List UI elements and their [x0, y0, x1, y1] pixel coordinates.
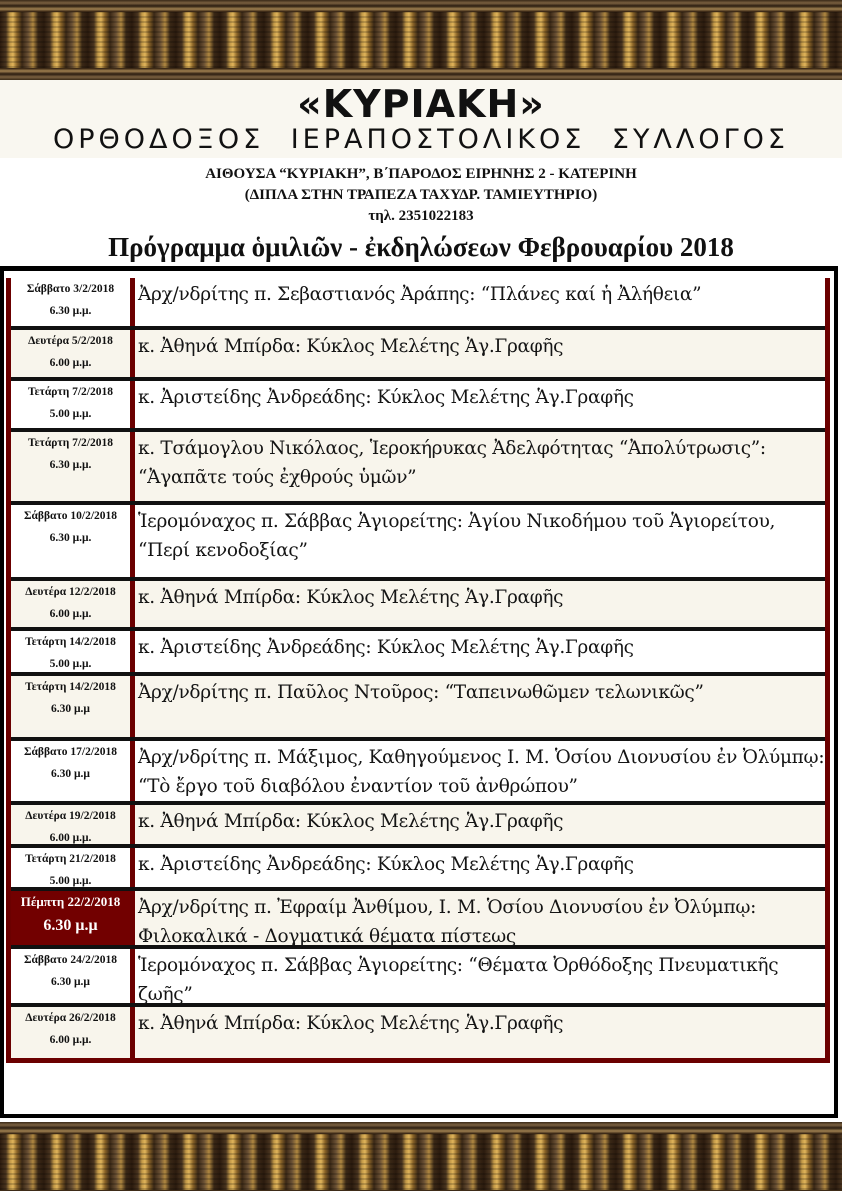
- date-cell: [11, 676, 135, 737]
- brand-title: «ΚΥΡΙΑΚΗ»: [297, 82, 545, 126]
- date-cell: [11, 891, 135, 945]
- event-description: Ἀρχ/νδρίτης π. Σεβαστιανός Ἀράπης: “Πλάνες καί ἡ Ἀλήθεια”: [138, 284, 702, 305]
- brand-subtitle: ΟΡΘΟΔΟΞΟΣ ΙΕΡΑΠΟΣΤΟΛΙΚΟΣ ΣΥΛΛΟΓΟΣ: [53, 124, 789, 155]
- event-description: κ. Ἀθηνά Μπίρδα: Κύκλος Μελέτης Ἁγ.Γραφῆς: [138, 811, 564, 832]
- schedule-row: [11, 428, 825, 501]
- event-date: Τετάρτη 14/2/2018: [25, 681, 116, 693]
- schedule-row: [11, 1003, 825, 1058]
- event-date: Σάββατο 10/2/2018: [23, 510, 118, 522]
- event-description: Ἱερομόναχος π. Σάββας Ἁγιορείτης: “Θέματα Ὀρθόδοξης Πνευματικῆς ζωῆς”: [138, 955, 779, 1005]
- event-description: κ. Τσάμογλου Νικόλαος, Ἱεροκήρυκας Ἀδελφότητας “Ἀπολύτρωσις”: “Ἀγαπᾶτε τούς ἐχθρούς ὑμῶν”: [138, 438, 766, 488]
- date-cell: [11, 631, 135, 672]
- event-time: 6.30 μ.μ.: [49, 459, 92, 471]
- event-date: Δευτέρα 12/2/2018: [25, 586, 116, 598]
- event-time: 6.00 μ.μ.: [49, 357, 92, 369]
- event-time: 6.00 μ.μ.: [49, 608, 92, 620]
- event-time: 5.00 μ.μ.: [49, 408, 92, 420]
- event-description: Ἀρχ/νδρίτης π. Μάξιμος, Καθηγούμενος Ι. Μ. Ὁσίου Διονυσίου ἐν Ὀλύμπῳ: “Τὸ ἔργο τοῦ διαβόλου ἐναντίον τοῦ ἀνθρώπου”: [138, 747, 825, 797]
- schedule-row: [11, 801, 825, 844]
- event-description: κ. Ἀθηνά Μπίρδα: Κύκλος Μελέτης Ἁγ.Γραφῆς: [138, 587, 564, 608]
- event-date: Δευτέρα 26/2/2018: [25, 1012, 116, 1024]
- event-description: κ. Ἀθηνά Μπίρδα: Κύκλος Μελέτης Ἁγ.Γραφῆς: [138, 336, 564, 357]
- schedule-row: [11, 627, 825, 672]
- event-time: 6.30 μ.μ: [51, 703, 90, 715]
- page-title: Πρόγραμμα ὁμιλιῶν - ἐκδηλώσεων Φεβρουαρίου 2018: [108, 232, 734, 262]
- schedule-row: [11, 377, 825, 428]
- event-description: Ἀρχ/νδρίτης π. Παῦλος Ντοῦρος: “Ταπεινωθῶμεν τελωνικῶς”: [138, 682, 704, 703]
- schedule-table: [6, 278, 830, 1063]
- date-cell: [11, 381, 135, 428]
- event-time: 6.30 μ.μ.: [49, 532, 92, 544]
- ornamental-border-bottom: [0, 1122, 842, 1191]
- schedule-row: [11, 278, 825, 326]
- date-cell: [11, 805, 135, 844]
- event-date: Σάββατο 24/2/2018: [23, 954, 118, 966]
- date-cell: [11, 432, 135, 501]
- address-note: (ΔΙΠΛΑ ΣΤΗΝ ΤΡΑΠΕΖΑ ΤΑΧΥΔΡ. ΤΑΜΙΕΥΤΗΡΙΟ): [244, 187, 598, 203]
- event-time: 6.30 μ.μ: [43, 917, 98, 934]
- event-date: Τετάρτη 7/2/2018: [27, 437, 113, 449]
- event-time: 6.00 μ.μ.: [49, 1034, 92, 1046]
- event-description: κ. Ἀριστείδης Ἀνδρεάδης: Κύκλος Μελέτης Ἁγ.Γραφῆς: [138, 387, 634, 408]
- event-date: Τετάρτη 14/2/2018: [25, 636, 116, 648]
- event-time: 6.30 μ.μ.: [49, 305, 92, 317]
- event-time: 6.30 μ.μ: [51, 976, 90, 988]
- date-cell: [11, 330, 135, 377]
- event-date: Πέμπτη 22/2/2018: [20, 894, 121, 909]
- event-date: Δευτέρα 19/2/2018: [25, 810, 116, 822]
- event-description: Ἱερομόναχος π. Σάββας Ἁγιορείτης: Ἁγίου Νικοδήμου τοῦ Ἁγιορείτου, “Περί κενοδοξίας”: [138, 511, 776, 561]
- date-cell: [11, 278, 135, 326]
- schedule-row: [11, 844, 825, 887]
- event-description: κ. Ἀριστείδης Ἀνδρεάδης: Κύκλος Μελέτης Ἁγ.Γραφῆς: [138, 637, 634, 658]
- event-date: Δευτέρα 5/2/2018: [28, 335, 113, 347]
- schedule-row: [11, 326, 825, 377]
- event-date: Σάββατο 3/2/2018: [26, 283, 115, 295]
- date-cell: [11, 848, 135, 887]
- event-description: Ἀρχ/νδρίτης π. Ἐφραίμ Ἀνθίμου, Ι. Μ. Ὁσίου Διονυσίου ἐν Ὀλύμπῳ: Φιλοκαλικά - Δογματικά θέματα πίστεως: [138, 897, 757, 947]
- event-time: 5.00 μ.μ.: [49, 875, 92, 887]
- schedule-row: [11, 577, 825, 627]
- event-description: κ. Ἀθηνά Μπίρδα: Κύκλος Μελέτης Ἁγ.Γραφῆς: [138, 1013, 564, 1034]
- date-cell: [11, 949, 135, 1003]
- event-date: Τετάρτη 21/2/2018: [25, 853, 116, 865]
- address-line: ΑΙΘΟΥΣΑ “ΚΥΡΙΑΚΗ”, Β΄ΠΑΡΟΔΟΣ ΕΙΡΗΝΗΣ 2 - ΚΑΤΕΡΙΝΗ: [205, 166, 637, 182]
- schedule-row: [11, 737, 825, 801]
- schedule-row: [11, 672, 825, 737]
- event-time: 5.00 μ.μ.: [49, 658, 92, 670]
- phone-number: τηλ. 2351022183: [368, 208, 474, 224]
- schedule-row: [11, 945, 825, 1003]
- date-cell: [11, 741, 135, 801]
- ornamental-border-top: [0, 0, 842, 80]
- date-cell: [11, 581, 135, 627]
- schedule-row-highlighted: [11, 887, 825, 945]
- event-date: Σάββατο 17/2/2018: [23, 746, 118, 758]
- event-time: 6.30 μ.μ: [51, 768, 90, 780]
- event-date: Τετάρτη 7/2/2018: [27, 386, 113, 398]
- date-cell: [11, 1007, 135, 1058]
- event-time: 6.00 μ.μ.: [49, 832, 92, 844]
- date-cell: [11, 505, 135, 577]
- event-description: κ. Ἀριστείδης Ἀνδρεάδης: Κύκλος Μελέτης Ἁγ.Γραφῆς: [138, 854, 634, 875]
- schedule-row: [11, 501, 825, 577]
